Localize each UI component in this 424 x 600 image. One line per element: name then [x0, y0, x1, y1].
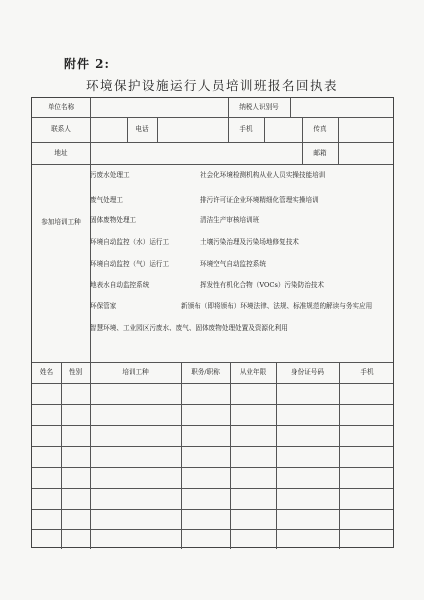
email-label: 邮箱 — [313, 149, 327, 157]
training-type-label: 参加培训工种 — [41, 218, 81, 226]
participant-row[interactable] — [32, 468, 393, 488]
col-header-gender: 性别 — [68, 368, 83, 376]
col-header-position: 职务/职称 — [191, 368, 220, 376]
training-option[interactable]: 环境空气自动监控系统 — [200, 260, 266, 268]
col-line — [338, 117, 339, 164]
training-option[interactable]: 清洁生产审核培训班 — [200, 216, 260, 224]
mobile-label: 手机 — [239, 125, 253, 133]
form-title: 环境保护设施运行人员培训班报名回执表 — [85, 78, 338, 93]
contact-field[interactable] — [92, 119, 125, 140]
training-option[interactable]: 固体废物处理工 — [90, 216, 137, 224]
fax-field[interactable] — [340, 119, 392, 140]
col-header-years: 从业年限 — [239, 368, 267, 376]
unit-name-field[interactable] — [92, 100, 226, 115]
training-option[interactable]: 环境自动监控（水）运行工 — [90, 238, 170, 246]
col-header-id-number: 身份证号码 — [291, 368, 324, 376]
training-option[interactable]: 挥发性有机化合物（VOCs）污染防治技术 — [200, 281, 324, 289]
taxpayer-id-field[interactable] — [292, 100, 392, 115]
mobile-field[interactable] — [266, 119, 300, 140]
col-line — [157, 117, 158, 142]
email-field[interactable] — [340, 144, 392, 162]
training-option[interactable]: 土壤污染治理及污染场地修复技术 — [200, 238, 299, 246]
phone-label: 电话 — [135, 125, 149, 133]
participant-row[interactable] — [32, 405, 393, 425]
col-header-mobile: 手机 — [360, 368, 374, 376]
fax-label: 传真 — [313, 125, 327, 133]
col-line — [90, 98, 91, 164]
training-option[interactable]: 废气处理工 — [90, 196, 123, 204]
participant-row[interactable] — [32, 489, 393, 509]
annex-label: 附件 2: — [64, 57, 110, 71]
address-field[interactable] — [92, 144, 300, 162]
participant-row[interactable] — [32, 447, 393, 467]
training-option[interactable]: 环境自动监控（气）运行工 — [90, 260, 170, 268]
row-line — [32, 164, 393, 165]
training-option[interactable]: 社会化环境检测机构从业人员实操技能培训 — [200, 171, 326, 179]
participant-row[interactable] — [32, 426, 393, 446]
training-option[interactable]: 污废水处理工 — [90, 171, 130, 179]
training-option[interactable]: 排污许可证企业环境精细化管理实操培训 — [200, 196, 319, 204]
participant-row[interactable] — [32, 530, 393, 548]
participant-row[interactable] — [32, 384, 393, 404]
col-header-training-type: 培训工种 — [122, 368, 149, 376]
contact-label: 联系人 — [51, 125, 71, 133]
training-option[interactable]: 环保管家 — [90, 302, 117, 310]
taxpayer-id-label: 纳税人识别号 — [239, 103, 279, 111]
participant-row[interactable] — [32, 510, 393, 529]
col-line — [290, 98, 291, 117]
training-option[interactable]: 新颁布（即将颁布）环境法律、法规、标准规范的解读与务实应用 — [181, 302, 373, 310]
training-option[interactable]: 智慧环境、工业园区污废水、废气、固体废物处理处置及资源化利用 — [90, 324, 288, 332]
registration-table — [31, 97, 394, 548]
col-line — [264, 117, 265, 142]
unit-name-label: 单位名称 — [47, 103, 75, 111]
address-label: 地址 — [54, 149, 68, 157]
col-header-name: 姓名 — [39, 368, 54, 376]
phone-field[interactable] — [159, 119, 226, 140]
training-option[interactable]: 地表水自动监控系统 — [90, 281, 150, 289]
col-line — [302, 117, 303, 164]
